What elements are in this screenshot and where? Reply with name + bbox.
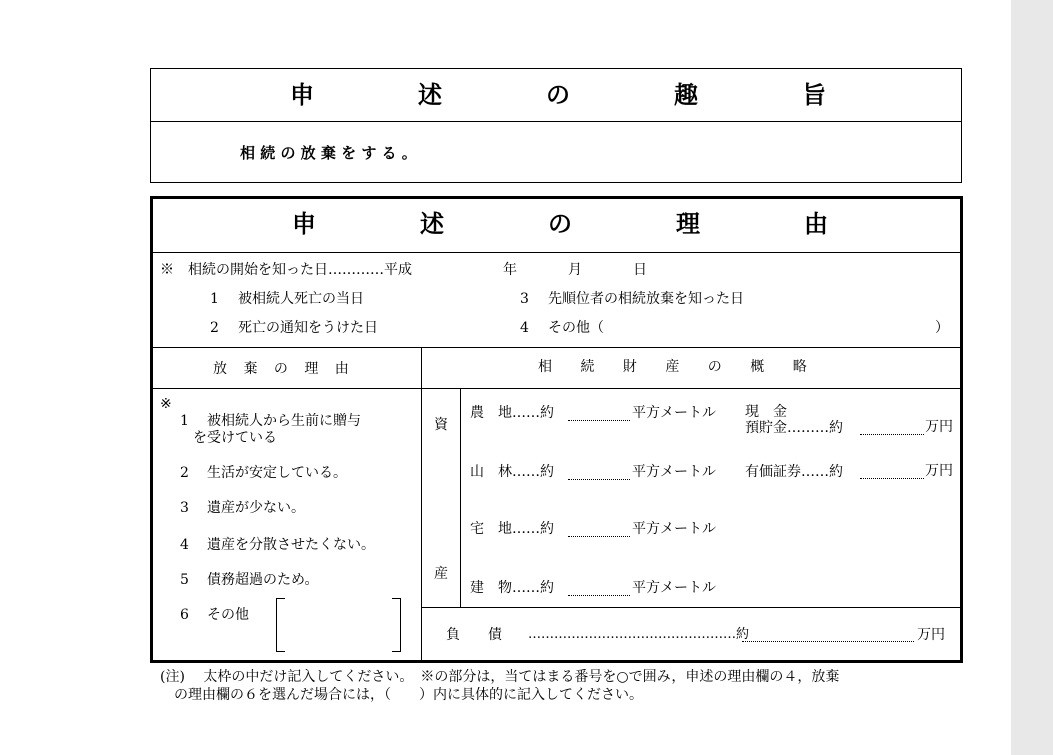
securities-label: 有価証券……約 (745, 464, 843, 480)
reason-title-char-5: 由 (804, 209, 828, 238)
reason-title-char-4: 理 (676, 209, 700, 238)
day-label: 日 (633, 262, 647, 278)
cash-amount-line (860, 434, 924, 435)
sub-header-divider (151, 388, 962, 389)
purpose-title-char-1: 申 (290, 80, 314, 109)
option-3-num: 3 (520, 291, 529, 307)
building-amount-line (568, 595, 630, 596)
cash-unit: 万円 (925, 419, 953, 435)
securities-unit: 万円 (925, 463, 953, 479)
reason-item-1-text: 被相続人から生前に贈与 (207, 413, 361, 429)
reason-item-2-num: 2 (180, 465, 189, 481)
reason-item-1-text2: を受けている (193, 430, 277, 446)
option-2-text: 死亡の通知をうけた日 (238, 320, 378, 336)
debt-unit: 万円 (917, 627, 945, 643)
option-2-num: 2 (210, 320, 219, 336)
option-4-num: 4 (520, 320, 529, 336)
renunciation-header: 放 棄 の 理 由 (213, 361, 355, 377)
reason-item-6-num: 6 (180, 607, 189, 623)
month-label: 月 (568, 262, 582, 278)
option-1-text: 被相続人死亡の当日 (238, 291, 364, 307)
sub-table-split (421, 347, 422, 661)
deposit-label: 預貯金………約 (745, 420, 843, 436)
forest-unit: 平方メートル (632, 464, 716, 480)
reason-item-2-text: 生活が安定している。 (207, 465, 347, 481)
other-reason-left-bracket (276, 598, 285, 652)
reason-item-5-text: 債務超過のため。 (207, 572, 319, 588)
reason-item-4-text: 遺産を分散させたくない。 (207, 537, 375, 553)
forest-amount-line (568, 479, 630, 480)
reason-item-4-num: 4 (180, 537, 189, 553)
renunciation-mark: ※ (160, 396, 172, 412)
residential-unit: 平方メートル (632, 521, 716, 537)
reason-item-1-num: 1 (180, 413, 189, 429)
assets-label-top: 資 (434, 417, 448, 433)
reason-item-3-text: 遺産が少ない。 (207, 500, 305, 516)
cash-label: 現 金 (745, 404, 787, 420)
purpose-title-char-4: 趣 (674, 80, 698, 109)
reason-item-5-num: 5 (180, 572, 189, 588)
note-line-2: の理由欄の６を選んだ場合には，（ ）内に具体的に記入してください。 (160, 687, 643, 703)
reason-title-char-3: の (548, 209, 572, 238)
option-1-num: 1 (210, 291, 219, 307)
page-edge-shadow (1011, 0, 1053, 755)
building-label: 建 物……約 (470, 580, 554, 596)
reason-title-char-2: 述 (420, 209, 444, 238)
debt-row-divider (421, 607, 962, 608)
residential-label: 宅 地……約 (470, 521, 554, 537)
farmland-label: 農 地……約 (470, 405, 554, 421)
purpose-content: 相 続 の 放 棄 を す る 。 (240, 144, 417, 162)
sub-table-top (151, 347, 962, 348)
assets-label-bottom: 産 (434, 566, 448, 582)
purpose-divider (150, 121, 962, 122)
building-unit: 平方メートル (632, 580, 716, 596)
farmland-amount-line (568, 420, 630, 421)
farmland-unit: 平方メートル (632, 405, 716, 421)
purpose-title-char-3: の (546, 80, 570, 109)
year-label: 年 (503, 262, 517, 278)
purpose-title-char-5: 旨 (802, 80, 826, 109)
start-date-label: ※ 相続の開始を知った日…………平成 (160, 262, 412, 278)
reason-title-char-1: 申 (292, 209, 316, 238)
residential-amount-line (568, 536, 630, 537)
note-line-1: (注) 太枠の中だけ記入してください。 ※の部分は，当てはまる番号を○で囲み，申述の理由欄の４，放棄 (160, 669, 840, 685)
option-4-close-paren: ） (935, 320, 949, 336)
reason-item-3-num: 3 (180, 500, 189, 516)
debt-amount-line (742, 641, 914, 642)
securities-amount-line (860, 478, 924, 479)
assets-column-divider (460, 388, 461, 607)
reason-title-divider (151, 252, 962, 253)
option-3-text: 先順位者の相続放棄を知った日 (548, 291, 744, 307)
other-reason-right-bracket (392, 598, 401, 652)
estate-header: 相 続 財 産 の 概 略 (538, 359, 819, 375)
option-4-text: その他（ (548, 320, 604, 336)
debt-leader-dots: …………………………………………約 (528, 627, 750, 642)
debt-label: 負 債 (446, 627, 502, 643)
forest-label: 山 林……約 (470, 464, 554, 480)
purpose-title-char-2: 述 (418, 80, 442, 109)
reason-item-6-text: その他 (207, 607, 249, 623)
